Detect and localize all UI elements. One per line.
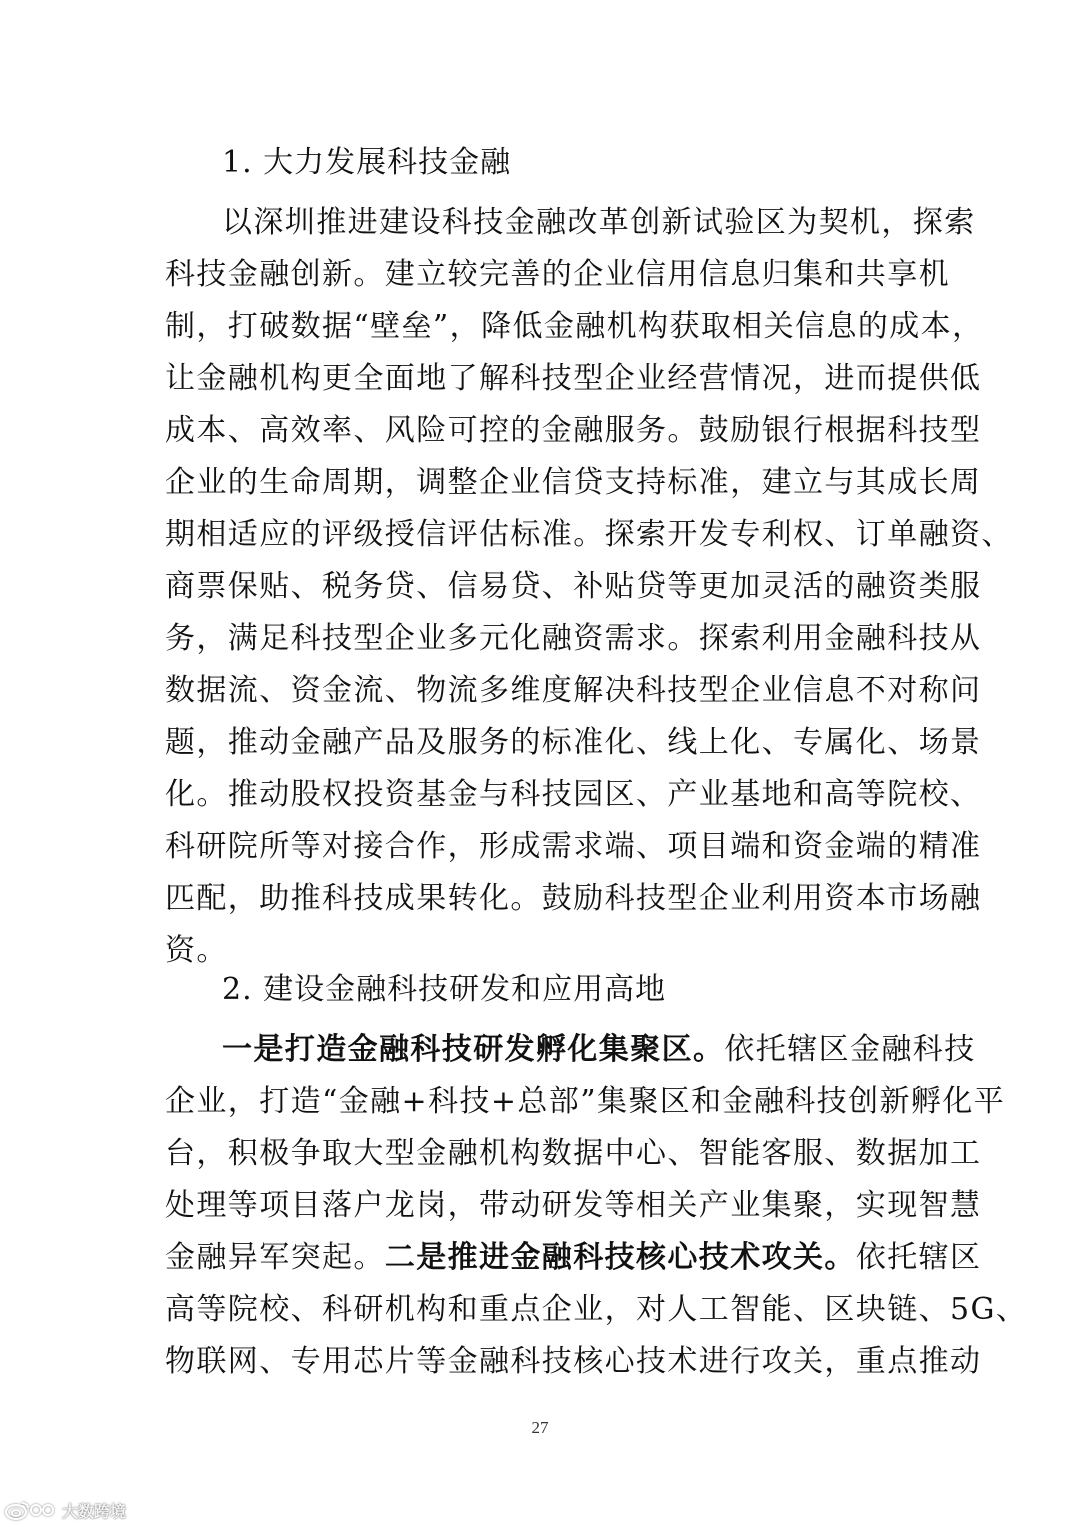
paragraph-line: 高等院校、科研机构和重点企业，对人工智能、区块链、5G、 <box>165 1292 1028 1327</box>
paragraph-line: 让金融机构更全面地了解科技型企业经营情况，进而提供低 <box>165 361 982 396</box>
paragraph-line: 企业的生命周期，调整企业信贷支持标准，建立与其成长周 <box>165 465 982 500</box>
emphasis-text: 二是推进金融科技核心技术攻关。 <box>384 1240 856 1275</box>
page-number: 27 <box>531 1418 549 1437</box>
body-text: 金融异军突起。 <box>165 1240 385 1275</box>
paragraph-line: 科技金融创新。建立较完善的企业信用信息归集和共享机 <box>165 257 950 292</box>
watermark <box>4 1496 126 1524</box>
paragraph-line: 商票保贴、税务贷、信易贷、补贴贷等更加灵活的融资类服 <box>165 569 982 604</box>
paragraph-line: 制，打破数据“壁垒”，降低金融机构获取相关信息的成本， <box>165 309 984 344</box>
paragraph-line: 科研院所等对接合作，形成需求端、项目端和资金端的精准 <box>165 829 982 864</box>
paragraph-fintech-rd <box>165 1024 1028 1388</box>
paragraph-line: 成本、高效率、风险可控的金融服务。鼓励银行根据科技型 <box>165 413 982 448</box>
paragraph-line: 期相适应的评级授信评估标准。探索开发专利权、订单融资、 <box>165 517 1013 552</box>
paragraph-line <box>165 1232 982 1284</box>
watermark-text: 大数跨境 <box>62 1501 127 1521</box>
paragraph-line: 企业，打造“金融+科技+总部”集聚区和金融科技创新孵化平 <box>165 1084 1006 1119</box>
paragraph-line <box>165 1024 976 1076</box>
paragraph-tech-finance <box>165 197 1013 977</box>
paragraph-line: 题，推动金融产品及服务的标准化、线上化、专属化、场景 <box>165 725 982 760</box>
paragraph-line: 处理等项目落户龙岗，带动研发等相关产业集聚，实现智慧 <box>165 1188 982 1223</box>
paragraph-line: 数据流、资金流、物流多维度解决科技型企业信息不对称问 <box>165 673 982 708</box>
body-text: 依托辖区金融科技 <box>724 1032 976 1067</box>
paragraph-line: 台，积极争取大型金融机构数据中心、智能客服、数据加工 <box>165 1136 982 1171</box>
section-heading-1: 1. 大力发展科技金融 <box>222 145 512 180</box>
paragraph-line: 以深圳推进建设科技金融改革创新试验区为契机，探索 <box>222 205 976 240</box>
paragraph-line: 匹配，助推科技成果转化。鼓励科技型企业利用资本市场融 <box>165 881 982 916</box>
emphasis-text: 一是打造金融科技研发孵化集聚区。 <box>222 1032 725 1067</box>
paragraph-line: 务，满足科技型企业多元化融资需求。探索利用金融科技从 <box>165 621 982 656</box>
paragraph-line: 化。推动股权投资基金与科技园区、产业基地和高等院校、 <box>165 777 982 812</box>
paragraph-line: 物联网、专用芯片等金融科技核心技术进行攻关，重点推动 <box>165 1344 982 1379</box>
paragraph-line: 资。 <box>165 933 228 968</box>
section-heading-2: 2. 建设金融科技研发和应用高地 <box>222 972 667 1007</box>
body-text: 依托辖区 <box>855 1240 982 1275</box>
weibo-logo-icon <box>4 1499 58 1521</box>
